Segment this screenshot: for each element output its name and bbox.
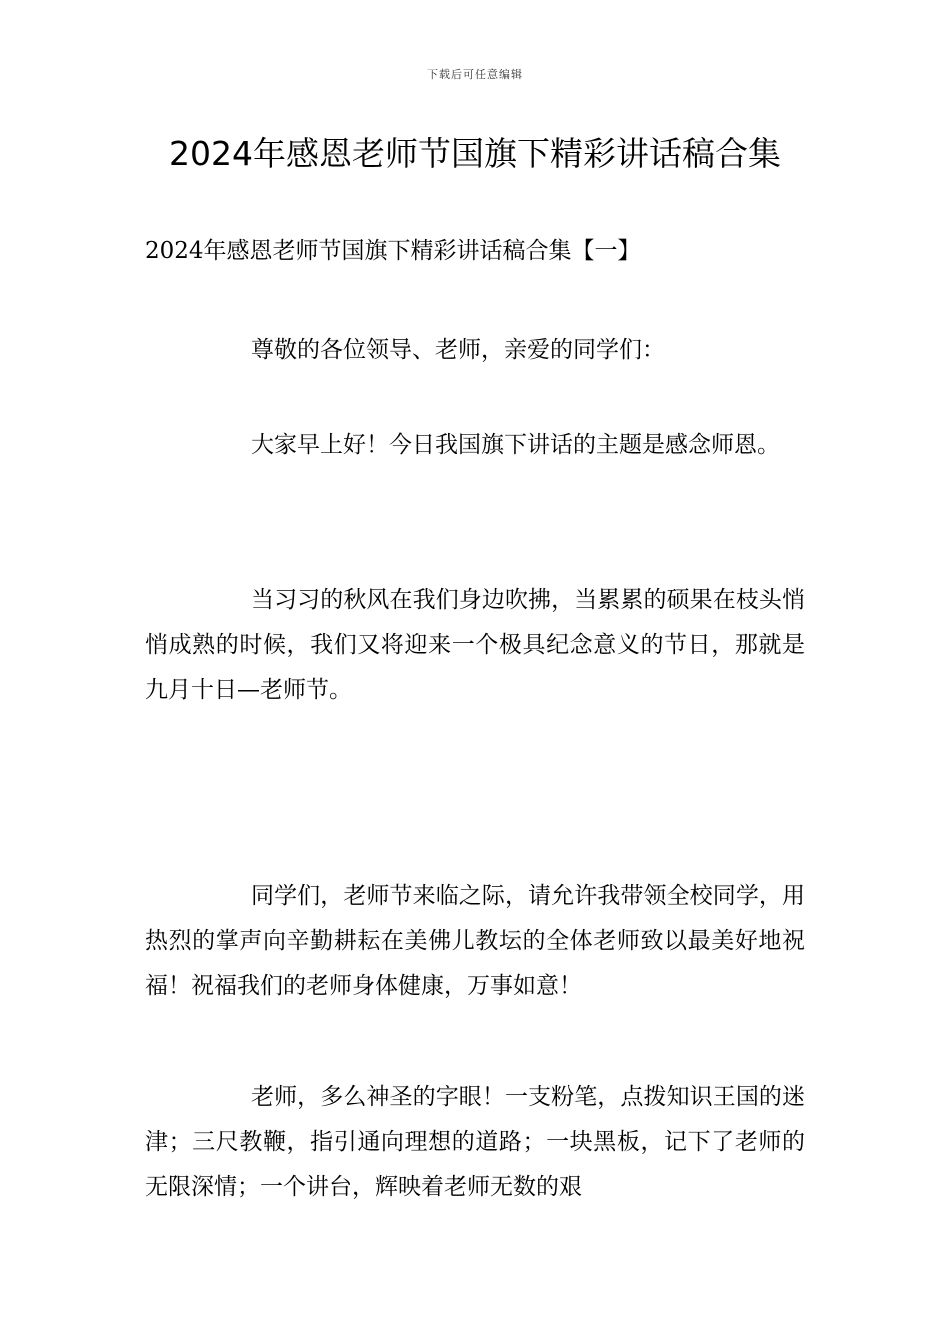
header-note: 下载后可任意编辑 (427, 68, 523, 81)
paragraph: 当习习的秋风在我们身边吹拂，当累累的硕果在枝头悄悄成熟的时候，我们又将迎来一个极具纪念意义的节日，那就是九月十日—老师节。 (145, 587, 805, 703)
document-title: 2024年感恩老师节国旗下精彩讲话稿合集 (169, 134, 781, 173)
paragraph: 大家早上好！今日我国旗下讲话的主题是感念师恩。 (251, 432, 780, 458)
section-title: 2024年感恩老师节国旗下精彩讲话稿合集【一】 (145, 238, 641, 264)
paragraph: 老师，多么神圣的字眼！一支粉笔，点拨知识王国的迷津；三尺教鞭，指引通向理想的道路；一块黑板，记下了老师的无限深情；一个讲台，辉映着老师无数的艰 (145, 1084, 805, 1200)
salutation: 尊敬的各位领导、老师，亲爱的同学们： (251, 337, 665, 363)
paragraph: 同学们，老师节来临之际，请允许我带领全校同学，用热烈的掌声向辛勤耕耘在美佛儿教坛的全体老师致以最美好地祝福！祝福我们的老师身体健康，万事如意！ (145, 883, 805, 999)
